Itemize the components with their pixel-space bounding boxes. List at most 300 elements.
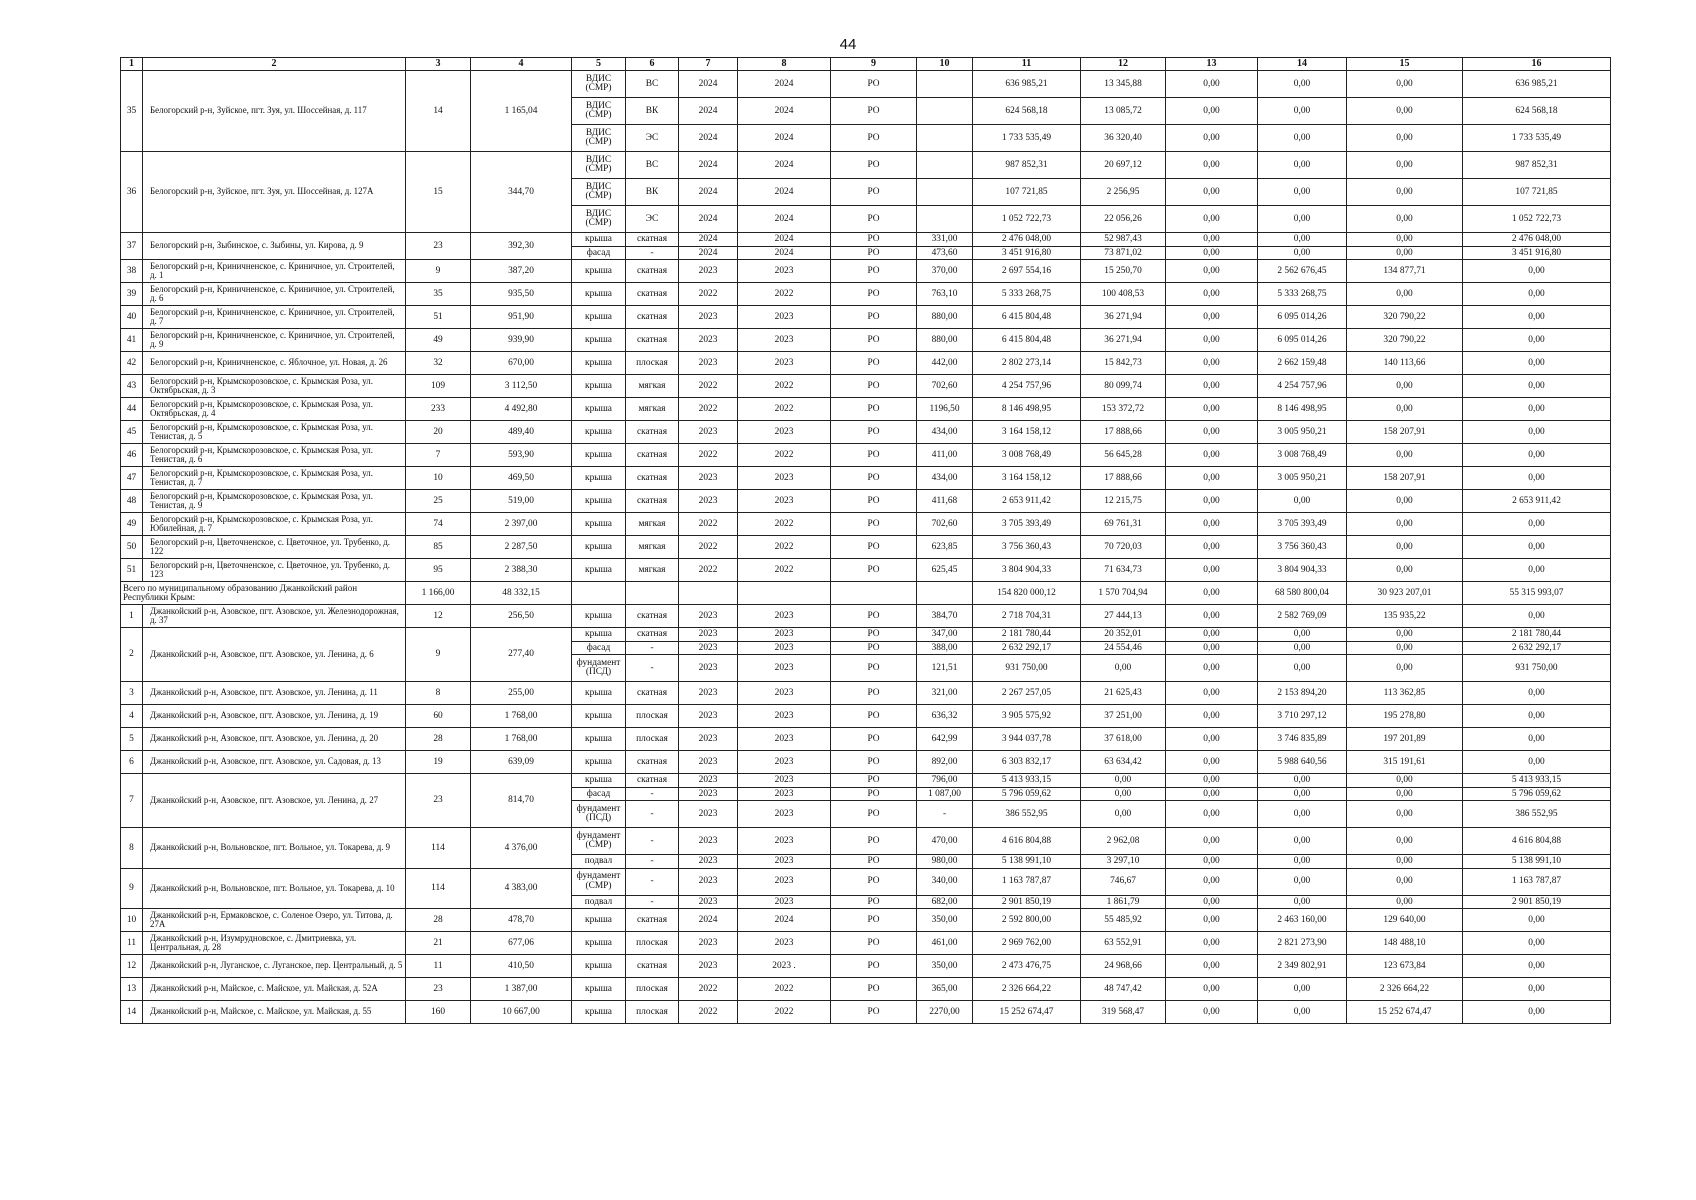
fund-republic: 0,00 (1258, 628, 1347, 642)
material: ЭС (626, 125, 679, 152)
volume: 442,00 (917, 352, 973, 375)
row-number: 4 (121, 705, 143, 728)
building-address: Белогорский р-н, Зуйское, пгт. Зуя, ул. Шоссейная, д. 117 (143, 71, 406, 152)
specific-cost: 48 747,42 (1081, 978, 1166, 1001)
fund-local: 0,00 (1347, 536, 1463, 559)
material: скатная (626, 682, 679, 705)
year-start: 2024 (679, 125, 738, 152)
fund-federal: 0,00 (1166, 868, 1258, 895)
year-start: 2024 (679, 246, 738, 260)
material: скатная (626, 260, 679, 283)
apartments-count: 19 (406, 751, 471, 774)
executor: РО (831, 125, 917, 152)
specific-cost: 3 297,10 (1081, 855, 1166, 869)
work-type: крыша (572, 329, 626, 352)
apartments-count: 7 (406, 444, 471, 467)
material: скатная (626, 421, 679, 444)
building-area: 478,70 (471, 909, 572, 932)
material: ЭС (626, 206, 679, 233)
executor: РО (831, 655, 917, 682)
row-number: 37 (121, 233, 143, 260)
empty-cell (679, 582, 738, 605)
fund-federal: 0,00 (1166, 260, 1258, 283)
specific-cost: 71 634,73 (1081, 559, 1166, 582)
fund-local: 15 252 674,47 (1347, 1001, 1463, 1024)
specific-cost: 55 485,92 (1081, 909, 1166, 932)
fund-owners: 5 796 059,62 (1463, 787, 1611, 801)
work-type: крыша (572, 513, 626, 536)
volume: 880,00 (917, 329, 973, 352)
year-start: 2023 (679, 260, 738, 283)
fund-republic: 3 005 950,21 (1258, 421, 1347, 444)
building-address: Джанкойский р-н, Азовское, пгт. Азовское, ул. Ленина, д. 27 (143, 774, 406, 828)
specific-cost: 69 761,31 (1081, 513, 1166, 536)
specific-cost: 56 645,28 (1081, 444, 1166, 467)
district-total-row (121, 582, 1611, 605)
column-number: 14 (1258, 58, 1347, 71)
executor: РО (831, 71, 917, 98)
executor: РО (831, 283, 917, 306)
fund-local: 0,00 (1347, 655, 1463, 682)
year-end: 2023 (738, 682, 831, 705)
total-cost: 2 802 273,14 (973, 352, 1081, 375)
building-address: Белогорский р-н, Крымскорозовское, с. Крымская Роза, ул. Тенистая, д. 9 (143, 490, 406, 513)
work-type: фундамент (ПСД) (572, 655, 626, 682)
fund-federal: 0,00 (1166, 233, 1258, 247)
fund-owners: 0,00 (1463, 375, 1611, 398)
specific-cost: 73 871,02 (1081, 246, 1166, 260)
year-end: 2023 (738, 260, 831, 283)
material: ВК (626, 98, 679, 125)
work-type: крыша (572, 559, 626, 582)
column-number: 1 (121, 58, 143, 71)
building-address: Джанкойский р-н, Азовское, пгт. Азовское, ул. Ленина, д. 11 (143, 682, 406, 705)
apartments-count: 9 (406, 260, 471, 283)
specific-cost: 37 251,00 (1081, 705, 1166, 728)
specific-cost: 24 554,46 (1081, 641, 1166, 655)
row-number: 1 (121, 605, 143, 628)
specific-cost: 12 215,75 (1081, 490, 1166, 513)
building-area: 277,40 (471, 628, 572, 682)
fund-owners: 0,00 (1463, 444, 1611, 467)
executor: РО (831, 868, 917, 895)
material: мягкая (626, 375, 679, 398)
building-area: 255,00 (471, 682, 572, 705)
total-cost: 4 254 757,96 (973, 375, 1081, 398)
volume: 470,00 (917, 828, 973, 855)
apartments-count: 95 (406, 559, 471, 582)
fund-local: 148 488,10 (1347, 932, 1463, 955)
material: - (626, 801, 679, 828)
fund-republic: 2 821 273,90 (1258, 932, 1347, 955)
work-type: крыша (572, 306, 626, 329)
executor: РО (831, 398, 917, 421)
total-cost: 6 415 804,48 (973, 306, 1081, 329)
fund-owners: 0,00 (1463, 978, 1611, 1001)
apartments-count: 160 (406, 1001, 471, 1024)
fund-republic: 2 349 802,91 (1258, 955, 1347, 978)
work-type: крыша (572, 909, 626, 932)
capital-repair-table (120, 57, 1611, 1024)
building-area: 939,90 (471, 329, 572, 352)
row-number: 11 (121, 932, 143, 955)
building-address: Белогорский р-н, Криничненское, с. Криничное, ул. Строителей, д. 7 (143, 306, 406, 329)
volume: 880,00 (917, 306, 973, 329)
apartments-count: 15 (406, 152, 471, 233)
building-area: 1 387,00 (471, 978, 572, 1001)
executor: РО (831, 444, 917, 467)
year-end: 2023 (738, 932, 831, 955)
work-type: крыша (572, 978, 626, 1001)
material: - (626, 246, 679, 260)
building-address: Белогорский р-н, Цветочненское, с. Цветочное, ул. Трубенко, д. 123 (143, 559, 406, 582)
fund-federal: 0,00 (1166, 246, 1258, 260)
specific-cost: 21 625,43 (1081, 682, 1166, 705)
volume: 350,00 (917, 909, 973, 932)
total-cost: 2 592 800,00 (973, 909, 1081, 932)
work-type: крыша (572, 628, 626, 642)
fund-federal: 0,00 (1166, 787, 1258, 801)
work-type: фасад (572, 246, 626, 260)
total-cost: 2 267 257,05 (973, 682, 1081, 705)
apartments-count: 28 (406, 909, 471, 932)
year-end: 2022 (738, 398, 831, 421)
fund-republic: 0,00 (1258, 246, 1347, 260)
fund-owners: 107 721,85 (1463, 179, 1611, 206)
column-number: 9 (831, 58, 917, 71)
year-end: 2023 (738, 628, 831, 642)
fund-republic: 0,00 (1258, 641, 1347, 655)
building-address: Джанкойский р-н, Майское, с. Майское, ул. Майская, д. 55 (143, 1001, 406, 1024)
specific-cost: 0,00 (1081, 801, 1166, 828)
building-area: 670,00 (471, 352, 572, 375)
fund-local: 195 278,80 (1347, 705, 1463, 728)
work-type: крыша (572, 490, 626, 513)
table-row (121, 306, 1611, 329)
table-row (121, 283, 1611, 306)
fund-republic: 0,00 (1258, 152, 1347, 179)
year-end: 2023 (738, 421, 831, 444)
fund-federal: 0,00 (1166, 641, 1258, 655)
fund-local: 0,00 (1347, 828, 1463, 855)
volume: 763,10 (917, 283, 973, 306)
year-end: 2022 (738, 1001, 831, 1024)
fund-owners: 5 138 991,10 (1463, 855, 1611, 869)
year-end: 2024 (738, 125, 831, 152)
year-start: 2023 (679, 306, 738, 329)
executor: РО (831, 246, 917, 260)
year-start: 2023 (679, 641, 738, 655)
fund-republic: 5 333 268,75 (1258, 283, 1347, 306)
material: скатная (626, 233, 679, 247)
fund-republic: 3 746 835,89 (1258, 728, 1347, 751)
total-cost: 15 252 674,47 (973, 1001, 1081, 1024)
page-number: 44 (839, 36, 857, 53)
work-type: фундамент (ПСД) (572, 801, 626, 828)
table-row (121, 932, 1611, 955)
volume: 980,00 (917, 855, 973, 869)
fund-owners: 0,00 (1463, 421, 1611, 444)
fund-federal: 0,00 (1166, 751, 1258, 774)
work-type: крыша (572, 398, 626, 421)
material: скатная (626, 283, 679, 306)
total-cost: 107 721,85 (973, 179, 1081, 206)
specific-cost: 36 271,94 (1081, 306, 1166, 329)
table-row (121, 467, 1611, 490)
specific-cost: 27 444,13 (1081, 605, 1166, 628)
building-address: Белогорский р-н, Зыбинское, с. Зыбины, ул. Кирова, д. 9 (143, 233, 406, 260)
specific-cost: 70 720,03 (1081, 536, 1166, 559)
fund-owners: 2 901 850,19 (1463, 895, 1611, 909)
row-number: 12 (121, 955, 143, 978)
total-cost: 1 733 535,49 (973, 125, 1081, 152)
total-cost: 3 756 360,43 (973, 536, 1081, 559)
fund-owners: 624 568,18 (1463, 98, 1611, 125)
row-number: 43 (121, 375, 143, 398)
year-start: 2022 (679, 513, 738, 536)
fund-owners: 0,00 (1463, 283, 1611, 306)
fund-federal: 0,00 (1166, 932, 1258, 955)
work-type: ВДИС (СМР) (572, 179, 626, 206)
fund-local: 0,00 (1347, 398, 1463, 421)
apartments-count: 51 (406, 306, 471, 329)
column-number: 7 (679, 58, 738, 71)
material: мягкая (626, 398, 679, 421)
fund-republic: 0,00 (1258, 490, 1347, 513)
apartments-count: 49 (406, 329, 471, 352)
fund-federal: 0,00 (1166, 909, 1258, 932)
executor: РО (831, 855, 917, 869)
fund-owners: 931 750,00 (1463, 655, 1611, 682)
total-cost: 5 138 991,10 (973, 855, 1081, 869)
year-end: 2023 (738, 655, 831, 682)
volume: 411,00 (917, 444, 973, 467)
material: плоская (626, 932, 679, 955)
work-type: крыша (572, 375, 626, 398)
year-end: 2024 (738, 909, 831, 932)
apartments-count: 23 (406, 233, 471, 260)
executor: РО (831, 513, 917, 536)
specific-cost: 13 345,88 (1081, 71, 1166, 98)
work-type: ВДИС (СМР) (572, 98, 626, 125)
fund-owners: 2 181 780,44 (1463, 628, 1611, 642)
executor: РО (831, 233, 917, 247)
fund-federal: 0,00 (1166, 855, 1258, 869)
work-type: крыша (572, 421, 626, 444)
table-row (121, 955, 1611, 978)
apartments-count: 114 (406, 828, 471, 869)
year-start: 2023 (679, 655, 738, 682)
fund-local: 2 326 664,22 (1347, 978, 1463, 1001)
fund-owners: 0,00 (1463, 536, 1611, 559)
work-type: крыша (572, 444, 626, 467)
year-end: 2023 (738, 828, 831, 855)
column-number: 4 (471, 58, 572, 71)
row-number: 38 (121, 260, 143, 283)
year-end: 2022 (738, 978, 831, 1001)
fund-republic: 2 562 676,45 (1258, 260, 1347, 283)
table-row (121, 71, 1611, 98)
executor: РО (831, 152, 917, 179)
total-fund-local: 30 923 207,01 (1347, 582, 1463, 605)
fund-owners: 2 653 911,42 (1463, 490, 1611, 513)
volume: 2270,00 (917, 1001, 973, 1024)
row-number: 40 (121, 306, 143, 329)
table-row (121, 152, 1611, 179)
year-end: 2023 (738, 855, 831, 869)
fund-federal: 0,00 (1166, 1001, 1258, 1024)
fund-local: 0,00 (1347, 206, 1463, 233)
executor: РО (831, 467, 917, 490)
work-type: фасад (572, 787, 626, 801)
fund-local: 197 201,89 (1347, 728, 1463, 751)
year-end: 2023 (738, 895, 831, 909)
total-cost: 5 413 933,15 (973, 774, 1081, 788)
column-number: 6 (626, 58, 679, 71)
total-area: 48 332,15 (471, 582, 572, 605)
building-address: Джанкойский р-н, Азовское, пгт. Азовское, ул. Ленина, д. 20 (143, 728, 406, 751)
building-address: Джанкойский р-н, Майское, с. Майское, ул. Майская, д. 52А (143, 978, 406, 1001)
apartments-count: 109 (406, 375, 471, 398)
year-start: 2022 (679, 398, 738, 421)
executor: РО (831, 932, 917, 955)
specific-cost: 17 888,66 (1081, 421, 1166, 444)
table-row (121, 628, 1611, 642)
building-address: Джанкойский р-н, Ермаковское, с. Соленое Озеро, ул. Титова, д. 27А (143, 909, 406, 932)
fund-federal: 0,00 (1166, 206, 1258, 233)
fund-owners: 636 985,21 (1463, 71, 1611, 98)
year-start: 2023 (679, 895, 738, 909)
year-start: 2024 (679, 179, 738, 206)
executor: РО (831, 682, 917, 705)
fund-local: 140 113,66 (1347, 352, 1463, 375)
volume: 350,00 (917, 955, 973, 978)
row-number: 39 (121, 283, 143, 306)
fund-federal: 0,00 (1166, 98, 1258, 125)
row-number: 46 (121, 444, 143, 467)
building-area: 2 397,00 (471, 513, 572, 536)
work-type: крыша (572, 728, 626, 751)
work-type: крыша (572, 932, 626, 955)
executor: РО (831, 260, 917, 283)
row-number: 14 (121, 1001, 143, 1024)
building-address: Джанкойский р-н, Вольновское, пгт. Вольное, ул. Токарева, д. 9 (143, 828, 406, 869)
building-address: Белогорский р-н, Криничненское, с. Криничное, ул. Строителей, д. 1 (143, 260, 406, 283)
specific-cost: 0,00 (1081, 787, 1166, 801)
volume: 702,60 (917, 375, 973, 398)
table-row (121, 1001, 1611, 1024)
table-row (121, 828, 1611, 855)
row-number: 9 (121, 868, 143, 909)
total-cost: 3 164 158,12 (973, 421, 1081, 444)
fund-republic: 4 254 757,96 (1258, 375, 1347, 398)
material: мягкая (626, 559, 679, 582)
fund-local: 0,00 (1347, 774, 1463, 788)
work-type: подвал (572, 895, 626, 909)
work-type: крыша (572, 605, 626, 628)
fund-local: 0,00 (1347, 125, 1463, 152)
year-end: 2023 (738, 490, 831, 513)
specific-cost: 37 618,00 (1081, 728, 1166, 751)
total-cost: 3 804 904,33 (973, 559, 1081, 582)
empty-cell (626, 582, 679, 605)
specific-cost: 153 372,72 (1081, 398, 1166, 421)
building-area: 2 388,30 (471, 559, 572, 582)
building-area: 1 768,00 (471, 728, 572, 751)
year-start: 2024 (679, 152, 738, 179)
fund-owners: 0,00 (1463, 559, 1611, 582)
fund-federal: 0,00 (1166, 490, 1258, 513)
volume: 347,00 (917, 628, 973, 642)
executor: РО (831, 490, 917, 513)
total-cost: 3 451 916,80 (973, 246, 1081, 260)
specific-cost: 2 256,95 (1081, 179, 1166, 206)
material: скатная (626, 955, 679, 978)
year-end: 2023 (738, 751, 831, 774)
building-area: 814,70 (471, 774, 572, 828)
fund-republic: 0,00 (1258, 855, 1347, 869)
specific-cost: 2 962,08 (1081, 828, 1166, 855)
column-number: 8 (738, 58, 831, 71)
apartments-count: 23 (406, 978, 471, 1001)
year-end: 2022 (738, 283, 831, 306)
year-end: 2023 (738, 329, 831, 352)
material: - (626, 641, 679, 655)
apartments-count: 35 (406, 283, 471, 306)
executor: РО (831, 421, 917, 444)
column-number: 12 (1081, 58, 1166, 71)
table-row (121, 728, 1611, 751)
fund-republic: 0,00 (1258, 801, 1347, 828)
fund-republic: 0,00 (1258, 868, 1347, 895)
fund-federal: 0,00 (1166, 978, 1258, 1001)
fund-local: 0,00 (1347, 641, 1463, 655)
fund-republic: 2 582 769,09 (1258, 605, 1347, 628)
year-end: 2023 (738, 605, 831, 628)
year-end: 2023 (738, 801, 831, 828)
fund-owners: 0,00 (1463, 932, 1611, 955)
building-address: Белогорский р-н, Крымскорозовское, с. Крымская Роза, ул. Тенистая, д. 7 (143, 467, 406, 490)
year-start: 2023 (679, 787, 738, 801)
year-start: 2023 (679, 932, 738, 955)
table-row (121, 352, 1611, 375)
table-row (121, 978, 1611, 1001)
apartments-count: 233 (406, 398, 471, 421)
material: плоская (626, 728, 679, 751)
year-start: 2022 (679, 375, 738, 398)
work-type: крыша (572, 233, 626, 247)
fund-owners: 0,00 (1463, 398, 1611, 421)
fund-local: 0,00 (1347, 444, 1463, 467)
apartments-count: 74 (406, 513, 471, 536)
year-end: 2024 (738, 71, 831, 98)
apartments-count: 21 (406, 932, 471, 955)
fund-owners: 0,00 (1463, 909, 1611, 932)
table-row (121, 513, 1611, 536)
fund-republic: 2 463 160,00 (1258, 909, 1347, 932)
fund-local: 0,00 (1347, 98, 1463, 125)
fund-local: 129 640,00 (1347, 909, 1463, 932)
material: скатная (626, 329, 679, 352)
work-type: крыша (572, 955, 626, 978)
fund-owners: 0,00 (1463, 513, 1611, 536)
executor: РО (831, 955, 917, 978)
fund-federal: 0,00 (1166, 71, 1258, 98)
total-cost: 2 697 554,16 (973, 260, 1081, 283)
material: плоская (626, 705, 679, 728)
fund-federal: 0,00 (1166, 895, 1258, 909)
fund-federal: 0,00 (1166, 152, 1258, 179)
